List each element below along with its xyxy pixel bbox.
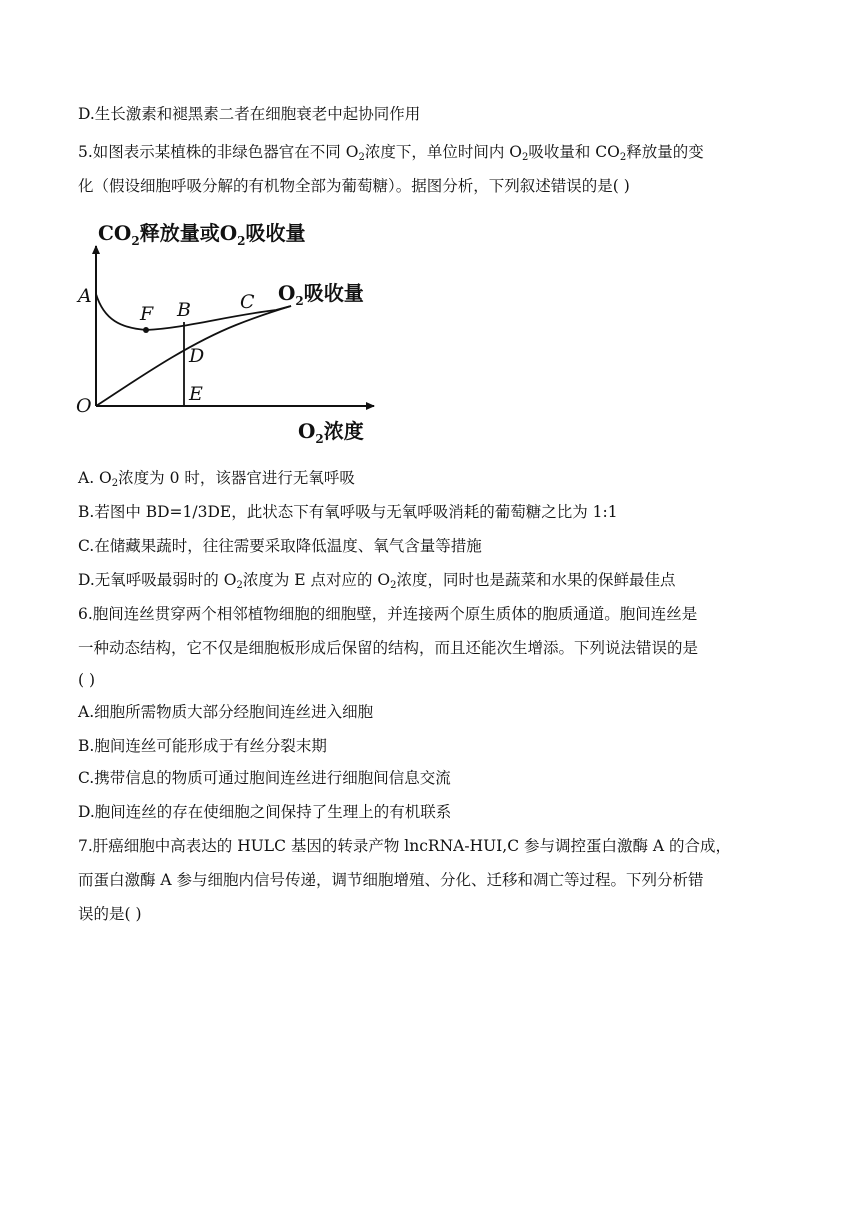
q5-option-a: A. $O_2$浓度为 0 时，该器官进行无氧呼吸 — [78, 469, 355, 489]
q7-stem-line-2: 而蛋白激酶 A 参与细胞内信号传递，调节细胞增殖、分化、迁移和凋亡等过程。下列分析错 — [78, 871, 704, 889]
respiration-figure — [76, 210, 396, 450]
point-label-a: A — [78, 285, 92, 307]
point-label-c: C — [240, 291, 255, 313]
co2-release-curve — [96, 294, 291, 330]
q6-stem-line-3: ( ) — [78, 671, 96, 689]
x-axis-label: $O_2$浓度 — [298, 419, 364, 446]
q5-stem-line-1: 5.如图表示某植株的非绿色器官在不同 $O_2$浓度下，单位时间内 $O_2$吸收量和 $CO_2$释放量的变 — [78, 143, 704, 163]
q4-option-d: D.生长激素和褪黑素二者在细胞衰老中起协同作用 — [78, 105, 421, 123]
q7-stem-line-3: 误的是( ) — [78, 905, 142, 923]
q6-option-c: C.携带信息的物质可通过胞间连丝进行细胞间信息交流 — [78, 769, 451, 787]
q6-stem-line-1: 6.胞间连丝贯穿两个相邻植物细胞的细胞壁，并连接两个原生质体的胞质通道。胞间连丝是 — [78, 605, 698, 623]
y-axis-label: $CO_2$释放量或$O_2$吸收量 — [98, 221, 306, 248]
origin-label: O — [76, 395, 92, 417]
point-label-e: E — [189, 383, 203, 405]
point-label-b: B — [177, 299, 191, 321]
q5-option-d: D.无氧呼吸最弱时的 $O_2$浓度为 E 点对应的 $O_2$浓度，同时也是蔬菜和水果的保鲜最佳点 — [78, 571, 676, 591]
o2-curve-label: $O_2$吸收量 — [278, 281, 364, 308]
q5-option-c: C.在储藏果蔬时，往往需要采取降低温度、氧气含量等措施 — [78, 537, 482, 555]
q6-stem-line-2: 一种动态结构，它不仅是细胞板形成后保留的结构，而且还能次生增添。下列说法错误的是 — [78, 639, 699, 657]
q5-stem-line-2: 化（假设细胞呼吸分解的有机物全部为葡萄糖）。据图分析，下列叙述错误的是( ) — [78, 177, 630, 195]
q6-option-d: D.胞间连丝的存在使细胞之间保持了生理上的有机联系 — [78, 803, 452, 821]
q6-option-a: A.细胞所需物质大部分经胞间连丝进入细胞 — [78, 703, 374, 721]
q7-stem-line-1: 7.肝癌细胞中高表达的 HULC 基因的转录产物 lncRNA-HUI,C 参与调控蛋白激酶 A 的合成， — [78, 837, 732, 855]
point-label-f: F — [140, 303, 154, 325]
q6-option-b: B.胞间连丝可能形成于有丝分裂末期 — [78, 737, 327, 755]
point-f — [143, 327, 149, 333]
point-label-d: D — [189, 345, 205, 367]
q5-option-b: B.若图中 BD=1/3DE，此状态下有氧呼吸与无氧呼吸消耗的葡萄糖之比为 1:1 — [78, 503, 618, 521]
